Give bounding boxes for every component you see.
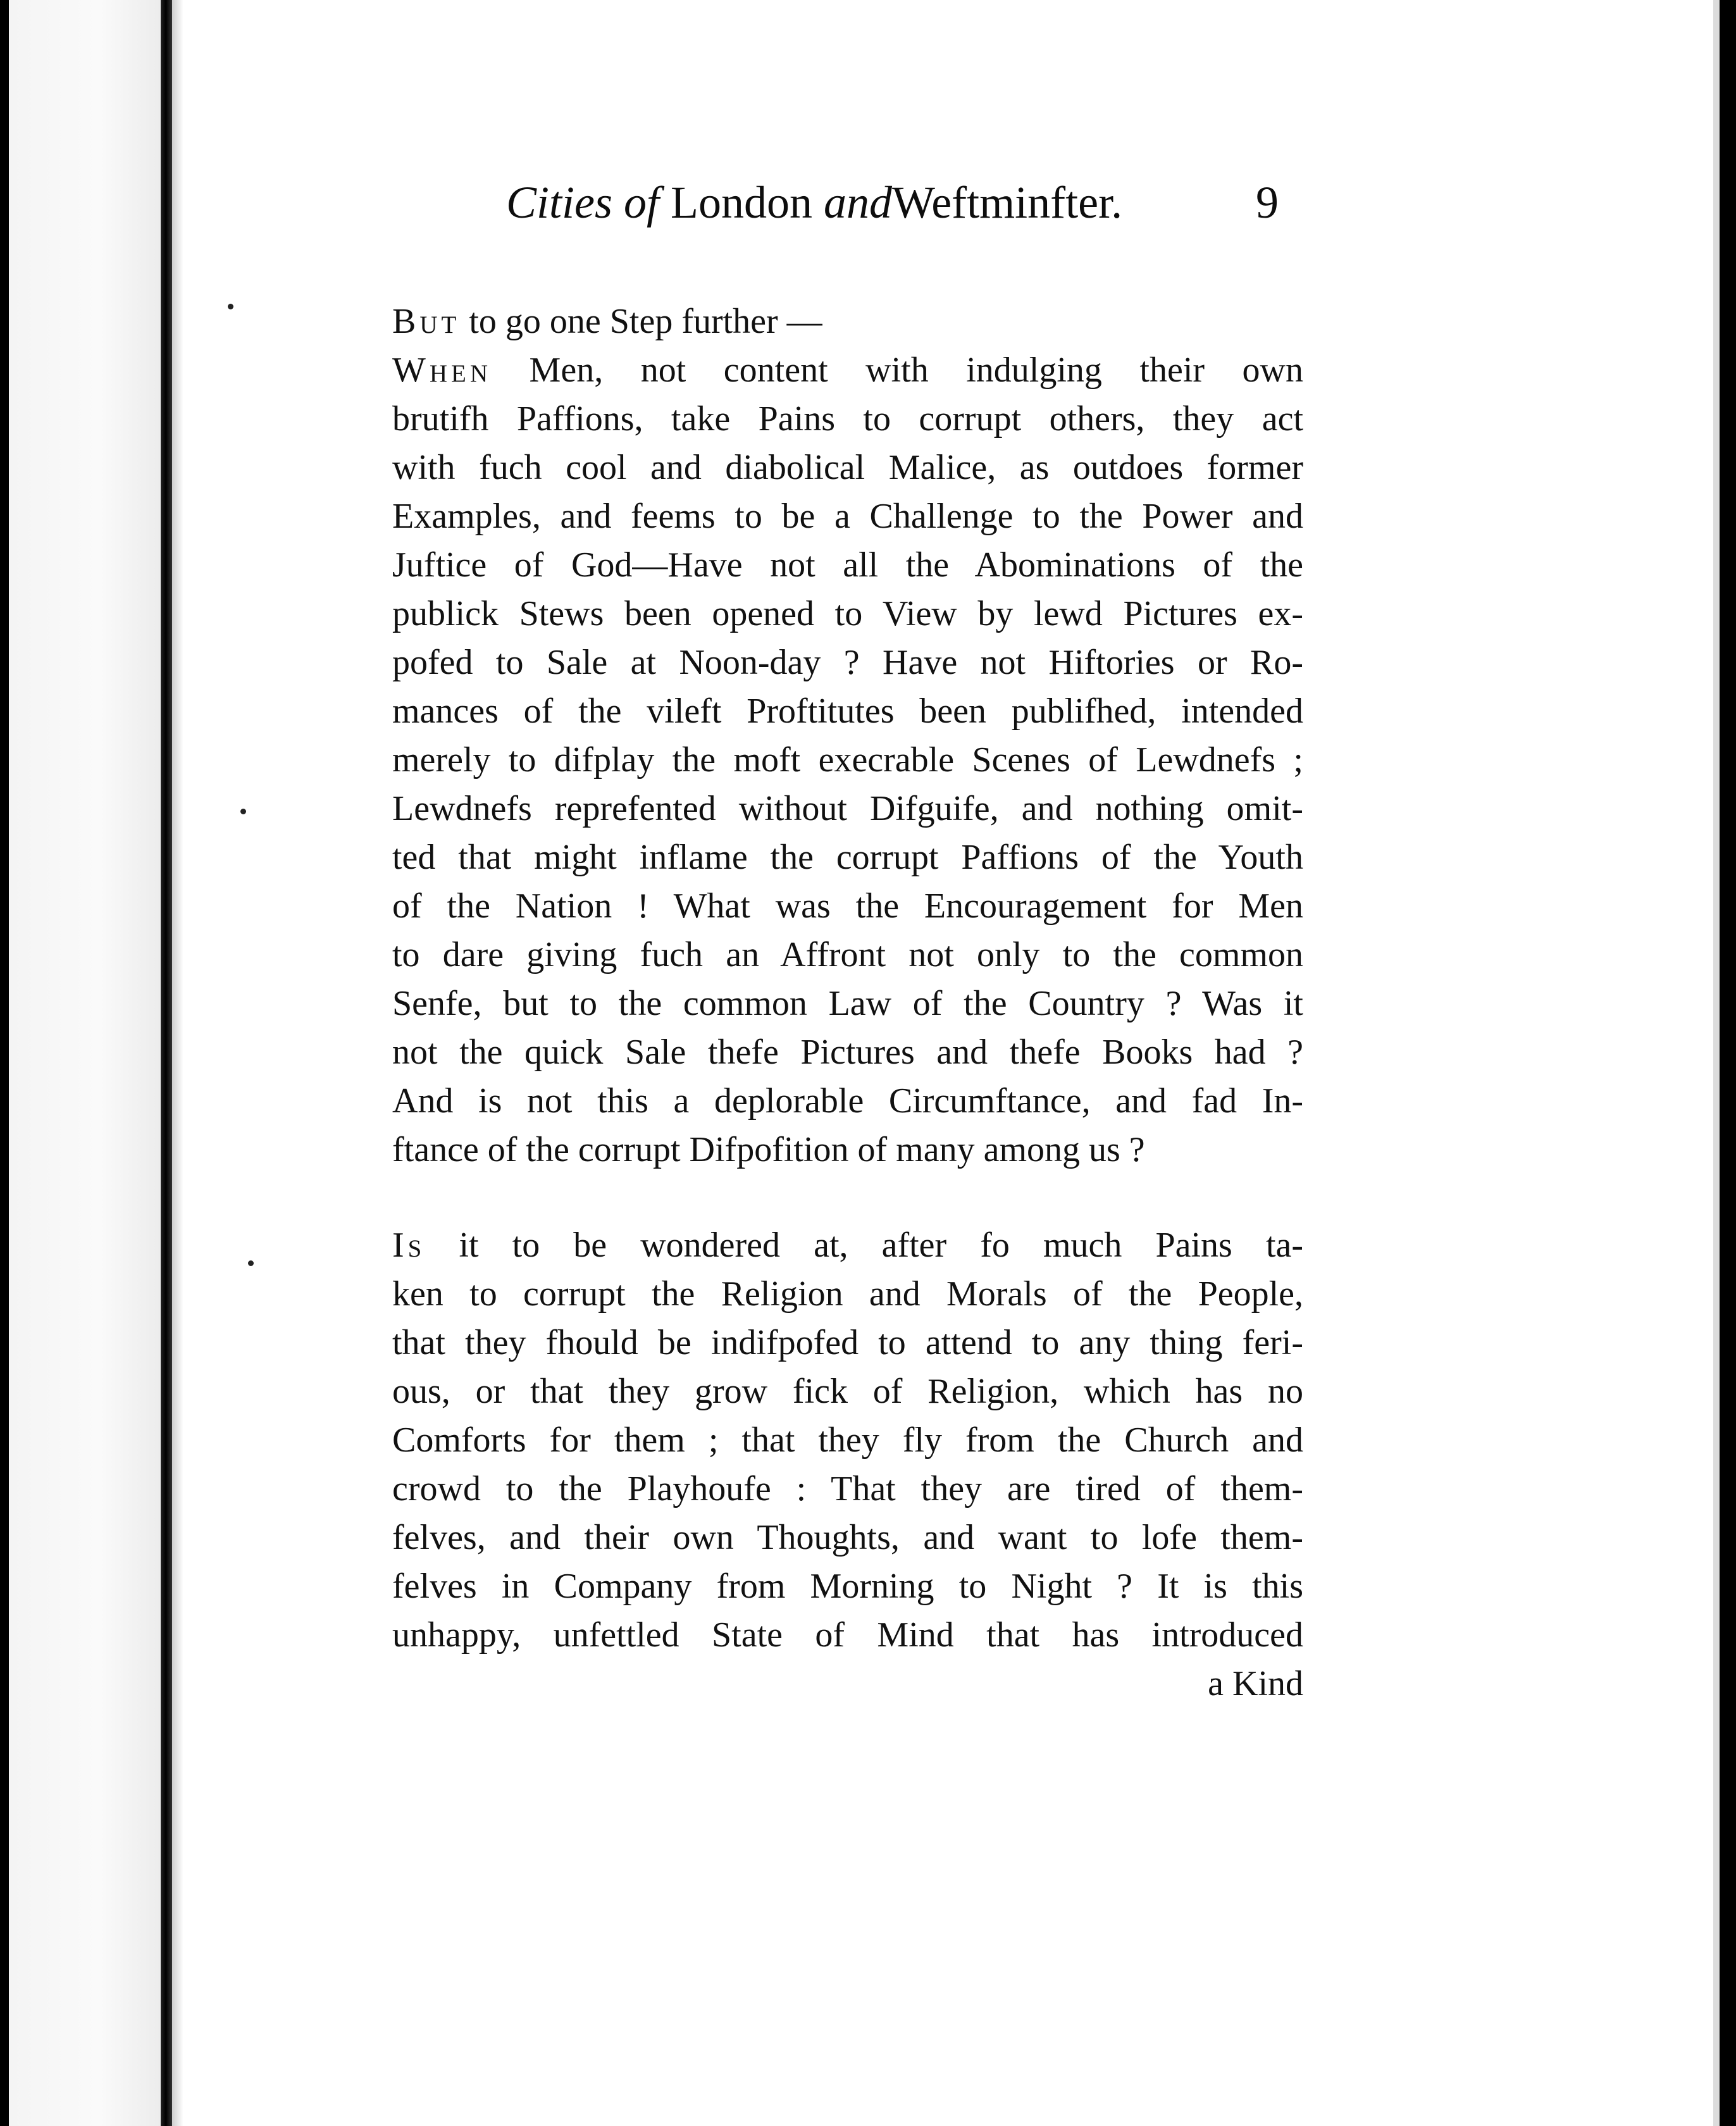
text-line: Senfe, but to the common Law of the Country ? Was it <box>392 984 1303 1023</box>
text-line: Examples, and feems to be a Challenge to the Power and <box>392 497 1303 536</box>
text-line: of the Nation ! What was the Encouragement for Men <box>392 886 1303 926</box>
lead-word: But <box>392 302 461 341</box>
lead-word: When <box>392 351 492 390</box>
running-title-part: Weftminfter. <box>892 177 1123 228</box>
text-line: And is not this a deplorable Circumftance, and fad In- <box>392 1081 1303 1121</box>
gutter-shadow <box>172 0 183 2126</box>
text-line: felves in Company from Morning to Night ? It is this <box>392 1567 1303 1606</box>
text-line: with fuch cool and diabolical Malice, as outdoes former <box>392 448 1303 487</box>
text-line: Lewdnefs reprefented without Difguife, and nothing omit- <box>392 789 1303 828</box>
text-line: mances of the vileft Proftitutes been publifhed, intended <box>392 692 1303 731</box>
line-text: to go one Step further — <box>469 302 822 341</box>
text-line <box>392 1221 1303 1270</box>
text-line: ftance of the corrupt Difpofition of many among us ? <box>392 1130 1145 1169</box>
text-line: brutifh Paffions, take Pains to corrupt others, they act <box>392 399 1303 438</box>
text-line: that they fhould be indifpofed to attend to any thing feri- <box>392 1323 1303 1362</box>
text-line: not the quick Sale thefe Pictures and thefe Books had ? <box>392 1033 1303 1072</box>
running-head <box>0 158 1736 234</box>
text-line: crowd to the Playhoufe : That they are tired of them- <box>392 1469 1303 1508</box>
running-title <box>506 171 1122 234</box>
facing-page-edge <box>9 0 161 2126</box>
paragraph <box>392 297 1303 1174</box>
catchword: a Kind <box>1208 1664 1303 1703</box>
paragraph <box>392 1221 1303 1708</box>
running-title-part: Cities of <box>506 177 660 228</box>
ink-speck <box>248 1260 254 1266</box>
ink-speck <box>240 809 246 814</box>
scan-border-right <box>1720 0 1736 2126</box>
text-line: unhappy, unfettled State of Mind that has introduced <box>392 1615 1303 1655</box>
running-title-part: and <box>824 177 892 228</box>
text-line: ous, or that they grow fick of Religion, which has no <box>392 1372 1303 1411</box>
text-line: ken to corrupt the Religion and Morals of the People, <box>392 1274 1303 1314</box>
text-line <box>392 297 1303 346</box>
scan-border-left <box>0 0 9 2126</box>
text-line: pofed to Sale at Noon-day ? Have not Hiftories or Ro- <box>392 643 1303 682</box>
running-title-part: London <box>671 177 812 228</box>
page-number: 9 <box>1256 177 1279 228</box>
text-line <box>392 346 1303 395</box>
text-line: merely to difplay the moft execrable Scenes of Lewdnefs ; <box>392 740 1303 780</box>
text-line: Comforts for them ; that they fly from the Church and <box>392 1420 1303 1460</box>
text-line: publick Stews been opened to View by lewd Pictures ex- <box>392 594 1303 633</box>
line-text: Men, not content with indulging their own <box>529 351 1303 390</box>
text-line: felves, and their own Thoughts, and want to lofe them- <box>392 1518 1303 1557</box>
text-line: ted that might inflame the corrupt Paffions of the Youth <box>392 838 1303 877</box>
ink-speck <box>228 304 233 309</box>
text-line: to dare giving fuch an Affront not only to the common <box>392 935 1303 974</box>
text-line: Juftice of God—Have not all the Abominations of the <box>392 545 1303 585</box>
line-text: it to be wondered at, after fo much Pains ta- <box>459 1226 1303 1265</box>
lead-word: Is <box>392 1226 426 1265</box>
book-gutter <box>161 0 172 2126</box>
page-edge-right <box>1713 0 1720 2126</box>
